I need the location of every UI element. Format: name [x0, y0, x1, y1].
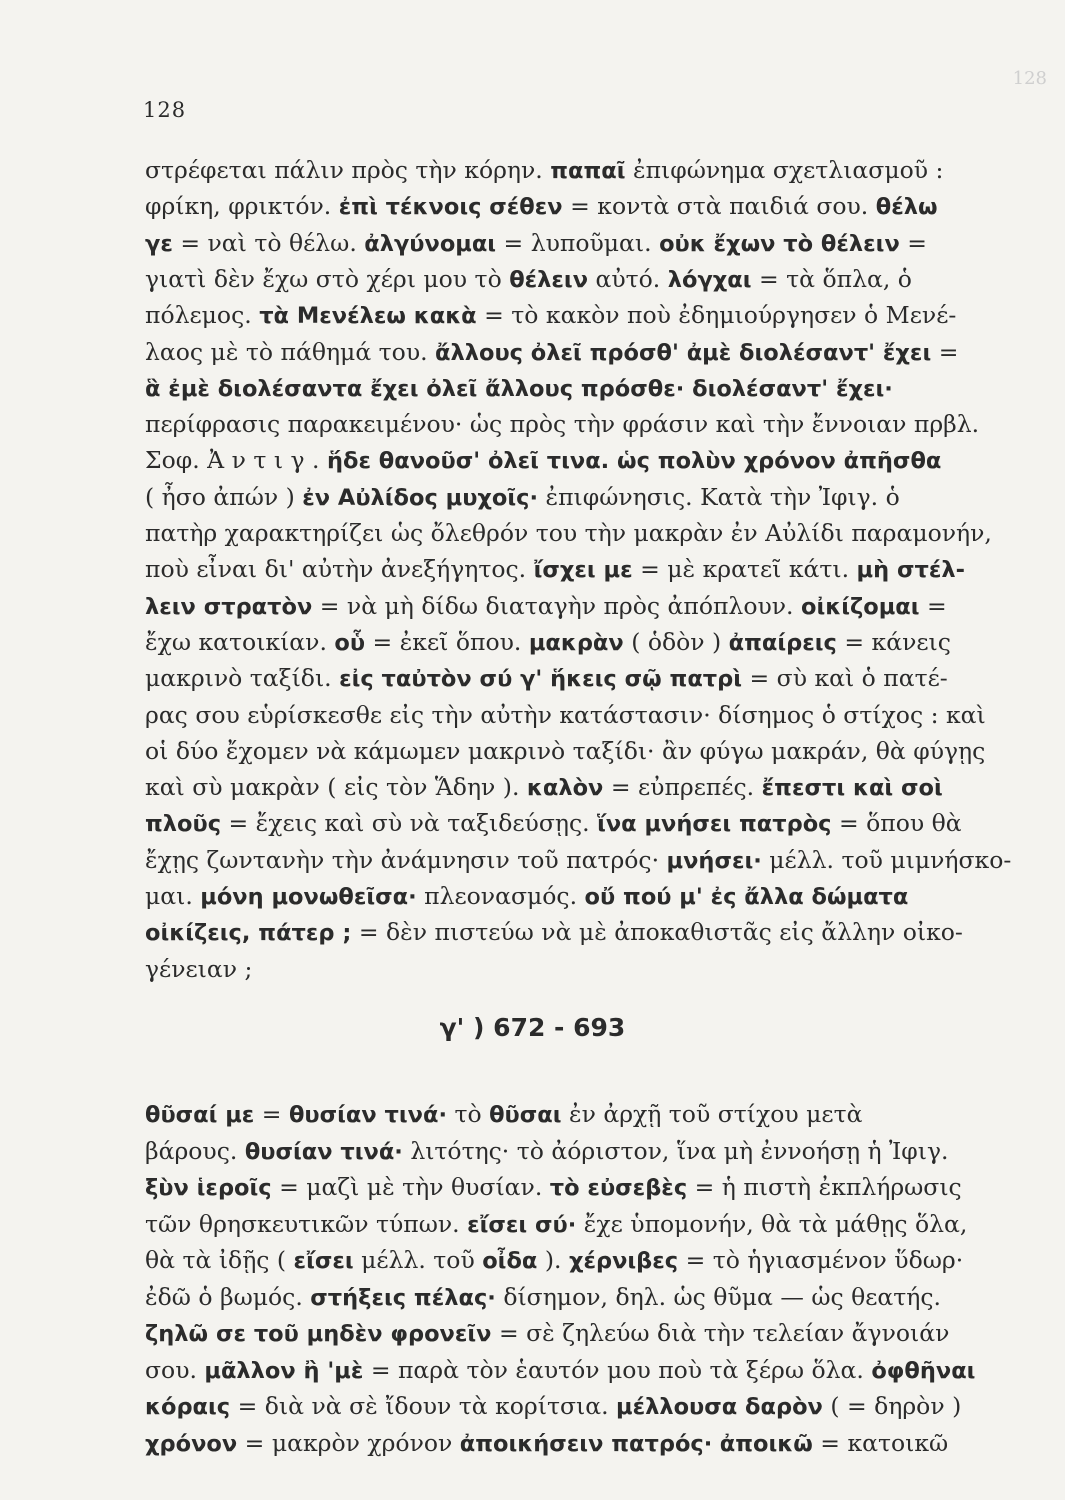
text-line [145, 334, 975, 371]
text-line [145, 479, 975, 516]
lemma-bold: οἰκίζεις, πάτερ ; [145, 920, 352, 947]
lemma-bold: ὀφθῆναι [871, 1357, 976, 1384]
lemma-bold: τὰ Μενέλεω κακὰ [259, 303, 477, 330]
gloss-text: ( ὁδὸν ) [623, 627, 729, 656]
text-line [145, 951, 975, 987]
text-line [145, 660, 975, 697]
lemma-bold: μέλλουσα δαρὸν [616, 1394, 823, 1420]
lemma-bold: τὸ εὐσεβὲς [549, 1175, 688, 1201]
gloss-text: = τὸ κακὸν ποὺ ἐδημιούργησεν ὁ Μενέ- [476, 301, 957, 330]
gloss-text: = [931, 337, 959, 366]
lemma-bold: πλοῦς [145, 811, 222, 838]
text-line [145, 515, 992, 551]
gloss-text: = σὺ καὶ ὁ πατέ- [742, 664, 948, 693]
gloss-text: ( = δηρὸν ) [822, 1392, 962, 1420]
gloss-text: ). [537, 1246, 569, 1274]
gloss-text: = [254, 1100, 289, 1128]
text-line [145, 297, 975, 334]
gloss-text: μέλλ. τοῦ [353, 1246, 483, 1274]
gloss-text: ποὺ εἶναι δι' αὐτὴν ἀνεξήγητος. [145, 555, 534, 584]
gloss-text: αὐτό. [588, 264, 668, 293]
gloss-text: = παρὰ τὸν ἑαυτόν μου ποὺ τὰ ξέρω ὅλα. [363, 1355, 872, 1384]
gloss-text: βάρους. [145, 1136, 245, 1165]
text-line [145, 588, 975, 625]
gloss-text: περίφρασις παρακειμένου· ὡς πρὸς τὴν φράσιν καὶ τὴν ἔννοιαν πρβλ. [145, 410, 980, 439]
lemma-bold: ξὺν ἱεροῖς [145, 1175, 272, 1201]
gloss-text: σου. [145, 1355, 205, 1384]
lemma-bold: λειν στρατὸν [145, 593, 313, 620]
text-line [145, 878, 975, 915]
lemma-bold: ἴσχει με [533, 557, 633, 584]
gloss-text: ( ἦσο ἀπών ) [145, 482, 303, 511]
text-line [145, 624, 975, 661]
lemma-bold: ἀλγύνομαι [364, 230, 497, 257]
lemma-bold: ἄλλους ὀλεῖ πρόσθ' ἀμὲ διολέσαντ' ἔχει [435, 339, 932, 366]
gloss-text: = ἐκεῖ ὅπου. [365, 627, 529, 656]
lemma-bold: θέλω [875, 194, 938, 221]
text-line [145, 551, 975, 588]
gloss-text: στρέφεται πάλιν πρὸς τὴν κόρην. [145, 156, 551, 184]
text-line [145, 733, 986, 769]
lemma-bold: θῦσαί με [145, 1102, 255, 1128]
gloss-text: μαι. [145, 882, 201, 910]
lemma-bold: στήξεις πέλας· [310, 1284, 496, 1311]
gloss-text: ἔχῃς ζωντανὴν τὴν ἀνάμνησιν τοῦ πατρός· [145, 845, 667, 874]
gloss-text: ἐδῶ ὁ βωμός. [145, 1282, 311, 1311]
gloss-text: = ὅπου θὰ [831, 809, 962, 838]
lemma-bold: ἀποικήσειν πατρός· [459, 1430, 713, 1457]
lemma-bold: ἐπὶ τέκνοις σέθεν [338, 194, 563, 221]
gloss-text: οἱ δύο ἔχομεν νὰ κάμωμεν μακρινὸ ταξίδι· ἂν φύγω μακράν, θὰ φύγῃς [145, 736, 986, 765]
gloss-text: πόλεμος. [145, 301, 260, 330]
text-line [145, 406, 980, 442]
text-line [145, 261, 975, 298]
text-line [145, 1206, 975, 1243]
text-line [145, 1352, 975, 1389]
gloss-text: = κάνεις [836, 627, 951, 656]
gloss-text: θὰ τὰ ἰδῇς ( [145, 1246, 294, 1274]
gloss-text: = τὸ ἡγιασμένον ὕδωρ· [678, 1246, 964, 1274]
gloss-text: ἐπιφώνημα σχετλιασμοῦ : [625, 156, 944, 184]
lemma-bold: εἰς ταὐτὸν σύ γ' ἥκεις σῷ πατρὶ [339, 666, 743, 693]
gloss-text: = διὰ νὰ σὲ ἴδουν τὰ κορίτσια. [230, 1392, 617, 1420]
gloss-text: = δὲν πιστεύω νὰ μὲ ἀποκαθιστᾶς εἰς ἄλλην οἰκο- [351, 918, 963, 947]
lemma-bold: εἴσει [293, 1248, 354, 1274]
lemma-bold: χρόνον [145, 1430, 238, 1457]
gloss-text: = [899, 228, 927, 257]
lemma-bold: γε [145, 230, 173, 257]
gloss-text: = κατοικῶ [812, 1428, 949, 1457]
text-line [145, 805, 975, 842]
lemma-bold: θέλειν [509, 266, 589, 293]
lemma-bold: καλὸν [526, 775, 604, 802]
gloss-text: φρίκη, φρικτόν. [145, 192, 339, 221]
gloss-text: πατὴρ χαρακτηρίζει ὡς ὄλεθρόν του τὴν μακρὰν ἐν Αὐλίδι παραμονήν, [145, 519, 992, 547]
text-line [145, 914, 975, 951]
gloss-text: = ἔχεις καὶ σὺ νὰ ταξιδεύσῃς. [221, 809, 598, 838]
gloss-text: γένειαν ; [145, 954, 253, 983]
gloss-text: ἔχε ὑπομονήν, θὰ τὰ μάθῃς ὅλα, [576, 1209, 968, 1238]
lemma-bold: ἃ ἐμὲ διολέσαντα ἔχει ὀλεῖ ἄλλους πρόσθε· διολέσαντ' ἔχει· [145, 375, 893, 402]
lemma-bold: μόνη μονωθεῖσα· [200, 884, 417, 910]
text-line [145, 152, 975, 189]
text-line [145, 1096, 975, 1133]
gloss-text: Σοφ. Ἀ ν τ ι γ . [145, 446, 327, 475]
gloss-text: = εὐπρεπές. [603, 773, 762, 802]
gloss-text: = μακρὸν χρόνον [237, 1428, 460, 1457]
gloss-text [712, 1429, 719, 1457]
gloss-text: = σὲ ζηλεύω διὰ τὴν τελείαν ἄγνοιάν [491, 1319, 950, 1347]
text-line [145, 370, 975, 407]
lemma-bold: ἥδε θανοῦσ' ὀλεῖ τινα. ὡς πολὺν χρόνον ἀπῆσθα [326, 448, 942, 475]
text-line [145, 1133, 975, 1170]
lemma-bold: ἀπαίρεις [728, 629, 837, 656]
text-line [145, 1388, 975, 1425]
section-heading: γ' ) 672 - 693 [439, 1013, 626, 1042]
lemma-bold: χέρνιβες [568, 1248, 679, 1274]
gloss-text: τῶν θρησκευτικῶν τύπων. [145, 1209, 468, 1238]
text-line [145, 225, 975, 262]
lemma-bold: εἴσει σύ· [467, 1211, 577, 1238]
lemma-bold: οὐκ ἔχων τὸ θέλειν [659, 230, 900, 257]
gloss-text: ρας σου εὑρίσκεσθε εἰς τὴν αὐτὴν κατάστασιν· δίσημος ὁ στίχος : καὶ [145, 700, 986, 729]
gloss-text: ἔχω κατοικίαν. [145, 627, 335, 656]
text-line [145, 442, 975, 479]
text-line [145, 1315, 975, 1352]
lemma-bold: ἔπεστι καὶ σοὶ [761, 775, 943, 802]
lemma-bold: μᾶλλον ἢ 'μὲ [204, 1357, 364, 1384]
text-line [145, 769, 975, 806]
gloss-text: τὸ [447, 1100, 490, 1128]
lemma-bold: κόραις [145, 1394, 231, 1420]
lemma-bold: ζηλῶ σε τοῦ μηδὲν φρονεῖν [145, 1321, 492, 1347]
page-number: 128 [143, 98, 187, 122]
gloss-text: = κοντὰ στὰ παιδιά σου. [562, 192, 876, 221]
lemma-bold: μνήσει· [666, 847, 762, 874]
lemma-bold: οὔ πού μ' ἐς ἄλλα δώματα [584, 884, 909, 910]
text-line [145, 842, 1012, 879]
lemma-bold: ἐν Αὐλίδος μυχοῖς· [302, 484, 539, 511]
text-line [145, 1169, 975, 1206]
lemma-bold: θυσίαν τινά· [244, 1138, 403, 1165]
text-line [145, 1242, 975, 1279]
lemma-bold: οἶδα [482, 1248, 538, 1274]
lemma-bold: ἀποικῶ [719, 1430, 813, 1457]
gloss-text: = ναὶ τὸ θέλω. [172, 228, 365, 257]
text-line [145, 188, 975, 225]
text-line [145, 1425, 975, 1462]
lemma-bold: μακρὰν [528, 629, 624, 656]
bleed-through-page-number: 128 [1012, 68, 1047, 89]
lemma-bold: λόγχαι [667, 266, 752, 293]
text-line [145, 697, 986, 733]
gloss-text: μακρινὸ ταξίδι. [145, 664, 340, 693]
lemma-bold: μὴ στέλ- [856, 557, 965, 584]
gloss-text: καὶ σὺ μακρὰν ( εἰς τὸν Ἅδην ). [145, 773, 527, 802]
lemma-bold: ἵνα μνήσει πατρὸς [597, 811, 832, 838]
gloss-text: = ἡ πιστὴ ἐκπλήρωσις [687, 1173, 962, 1201]
lemma-bold: παπαῖ [550, 158, 626, 184]
gloss-text: = λυποῦμαι. [496, 228, 660, 257]
lemma-bold: οἰκίζομαι [801, 593, 920, 620]
gloss-text: μέλλ. τοῦ μιμνήσκο- [761, 845, 1012, 874]
gloss-text: = νὰ μὴ δίδω διαταγὴν πρὸς ἀπόπλουν. [312, 591, 801, 620]
gloss-text: λαος μὲ τὸ πάθημά του. [145, 337, 436, 366]
gloss-text: = τὰ ὅπλα, ὁ [751, 264, 912, 293]
gloss-text: πλεονασμός. [416, 882, 585, 910]
text-line [145, 1279, 975, 1316]
gloss-text: = μὲ κρατεῖ κάτι. [632, 555, 857, 584]
lemma-bold: θῦσαι [489, 1102, 562, 1128]
lemma-bold: οὗ [334, 629, 366, 656]
gloss-text: λιτότης· τὸ ἀόριστον, ἵνα μὴ ἐννοήσῃ ἡ Ἰφιγ. [402, 1136, 949, 1165]
gloss-text: ἐν ἀρχῇ τοῦ στίχου μετὰ [561, 1100, 863, 1128]
gloss-text: ἐπιφώνησις. Κατὰ τὴν Ἰφιγ. ὁ [538, 482, 900, 511]
gloss-text: = [919, 591, 947, 620]
gloss-text: = μαζὶ μὲ τὴν θυσίαν. [271, 1173, 550, 1201]
lemma-bold: θυσίαν τινά· [288, 1102, 447, 1128]
gloss-text: δίσημον, δηλ. ὡς θῦμα — ὡς θεατής. [495, 1282, 942, 1311]
gloss-text: γιατὶ δὲν ἔχω στὸ χέρι μου τὸ [145, 264, 510, 293]
